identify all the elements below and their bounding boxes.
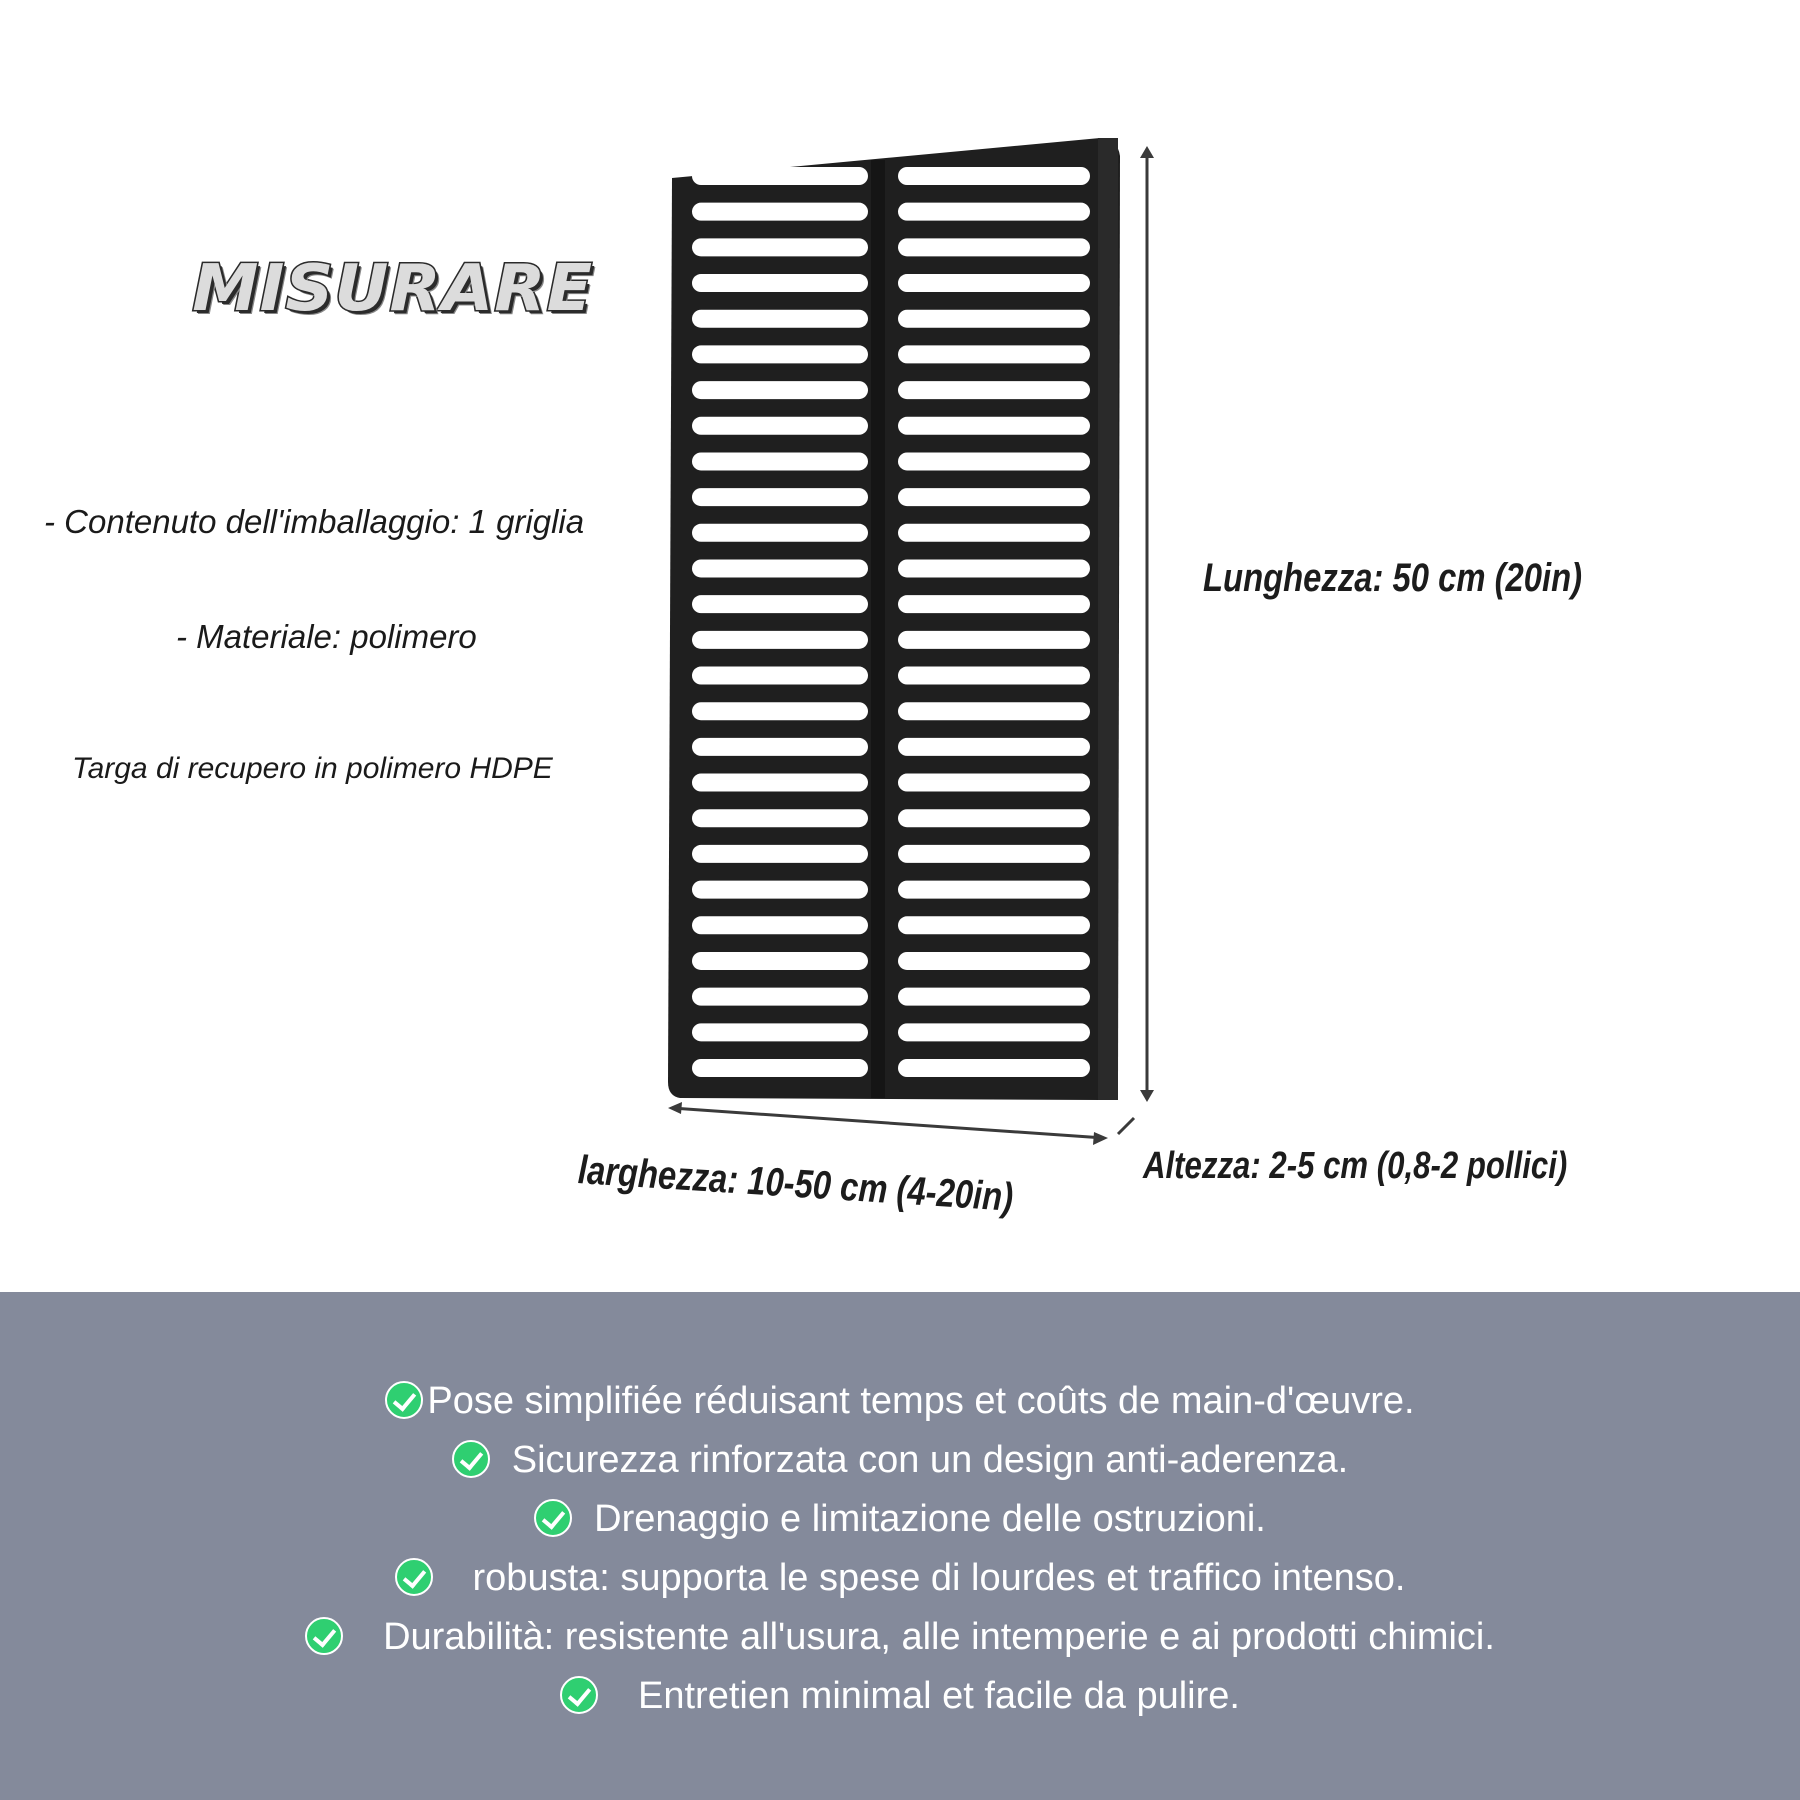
grate-slot [692,452,868,470]
width-dimension-line [668,1102,1108,1145]
grate-slot [898,417,1090,435]
spec-package-contents: - Contenuto dell'imballaggio: 1 griglia [44,503,585,540]
grate-slot [692,381,868,399]
drain-grate [668,138,1120,1100]
grate-slot [692,595,868,613]
height-dimension-line [1118,1118,1134,1134]
feature-item [0,1549,1800,1608]
grate-slot [692,988,868,1006]
grate-slot [692,345,868,363]
check-circle-icon [395,1558,433,1596]
grate-slot [898,738,1090,756]
grate-slot [898,381,1090,399]
grate-slot [898,452,1090,470]
grate-slot [898,488,1090,506]
grate-slot [898,310,1090,328]
check-circle-icon [560,1676,598,1714]
grate-slot [898,809,1090,827]
page-title: MISURARE [192,252,594,326]
feature-text: robusta: supporta le spese di lourdes et traffico intenso. [472,1557,1406,1599]
grate-slot [898,559,1090,577]
grate-slot [692,559,868,577]
grate-slot [692,952,868,970]
grate-slot [692,203,868,221]
check-circle-icon [305,1617,343,1655]
spec-material: - Materiale: polimero [176,618,477,655]
grate-slot [692,310,868,328]
grate-slot [692,238,868,256]
grate-slot [692,916,868,934]
grate-slot [898,1023,1090,1041]
grate-slot [898,167,1090,185]
check-circle-icon [534,1499,572,1537]
grate-slot [692,488,868,506]
length-dimension-line [1140,146,1154,1102]
dimension-length: Lunghezza: 50 cm (20in) [1203,556,1583,600]
grate-slot [898,845,1090,863]
grate-slot [898,702,1090,720]
grate-slot [898,274,1090,292]
feature-text: Drenaggio e limitazione delle ostruzioni. [594,1498,1266,1540]
grate-slot [692,881,868,899]
grate-slot [898,203,1090,221]
grate-slot [898,595,1090,613]
feature-text: Durabilità: resistente all'usura, alle intemperie e ai prodotti chimici. [383,1616,1495,1658]
feature-list [0,1372,1800,1726]
grate-slot [898,345,1090,363]
check-circle-icon [452,1440,490,1478]
check-circle-icon [385,1381,423,1419]
dimension-height: Altezza: 2-5 cm (0,8-2 pollici) [1143,1145,1568,1187]
feature-text: Pose simplifiée réduisant temps et coûts de main-d'œuvre. [427,1380,1415,1422]
grate-slot [692,809,868,827]
grate-slot [692,702,868,720]
grate-slot [898,631,1090,649]
grate-slot [898,881,1090,899]
grate-slot [898,524,1090,542]
grate-slot [898,916,1090,934]
grate-slot [692,524,868,542]
grate-slot [692,667,868,685]
spec-description: Targa di recupero in polimero HDPE [72,752,553,785]
feature-item [0,1667,1800,1726]
grate-slot [692,631,868,649]
feature-text: Entretien minimal et facile da pulire. [638,1675,1240,1717]
feature-item [0,1608,1800,1667]
grate-slot [692,167,868,185]
feature-item [0,1431,1800,1490]
grate-slot [692,1059,868,1077]
dimension-width: larghezza: 10-50 cm (4-20in) [577,1148,1015,1220]
grate-slot [692,417,868,435]
grate-slot [692,1023,868,1041]
feature-item [0,1490,1800,1549]
grate-slot [898,667,1090,685]
grate-slot [898,238,1090,256]
grate-slot [898,1059,1090,1077]
feature-item [0,1372,1800,1431]
grate-slot [898,774,1090,792]
grate-slot [692,738,868,756]
grate-slot [692,845,868,863]
grate-slot [692,774,868,792]
grate-slot [692,274,868,292]
feature-text: Sicurezza rinforzata con un design anti-aderenza. [511,1439,1349,1481]
grate-slot [898,988,1090,1006]
grate-slot [898,952,1090,970]
